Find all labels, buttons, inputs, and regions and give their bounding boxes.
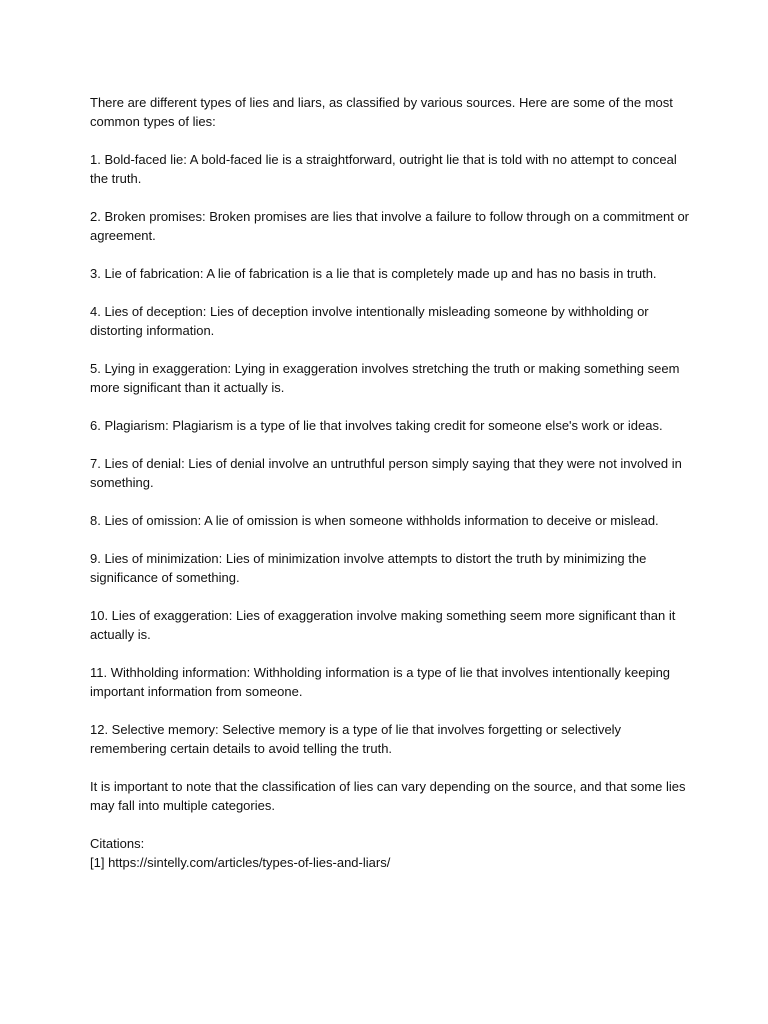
list-item: 2. Broken promises: Broken promises are lies that involve a failure to follow through on a commitment or agreement. xyxy=(90,209,689,243)
citation-link[interactable]: [1] https://sintelly.com/articles/types-of-lies-and-liars/ xyxy=(90,855,391,870)
list-item: 4. Lies of deception: Lies of deception involve intentionally misleading someone by withholding or distorting information. xyxy=(90,304,649,338)
document-body xyxy=(90,93,690,872)
list-item: 3. Lie of fabrication: A lie of fabrication is a lie that is completely made up and has no basis in truth. xyxy=(90,266,657,281)
list-item: 7. Lies of denial: Lies of denial involve an untruthful person simply saying that they were not involved in something. xyxy=(90,456,682,490)
intro-paragraph: There are different types of lies and liars, as classified by various sources. Here are some of the most common types of lies: xyxy=(90,95,673,129)
list-item: 1. Bold-faced lie: A bold-faced lie is a straightforward, outright lie that is told with no attempt to conceal the truth. xyxy=(90,152,677,186)
list-item: 12. Selective memory: Selective memory is a type of lie that involves forgetting or selectively remembering certain details to avoid telling the truth. xyxy=(90,722,622,756)
list-item: 5. Lying in exaggeration: Lying in exaggeration involves stretching the truth or making something seem more significant than it actually is. xyxy=(90,361,680,395)
conclusion-paragraph: It is important to note that the classification of lies can vary depending on the source, and that some lies may fall into multiple categories. xyxy=(90,779,686,813)
list-item: 11. Withholding information: Withholding information is a type of lie that involves intentionally keeping important information from someone. xyxy=(90,665,671,699)
list-item: 10. Lies of exaggeration: Lies of exaggeration involve making something seem more significant than it actually is. xyxy=(90,608,676,642)
list-item: 6. Plagiarism: Plagiarism is a type of lie that involves taking credit for someone else's work or ideas. xyxy=(90,418,663,433)
citations-heading: Citations: xyxy=(90,836,145,851)
list-item: 8. Lies of omission: A lie of omission is when someone withholds information to deceive or mislead. xyxy=(90,513,659,528)
list-item: 9. Lies of minimization: Lies of minimization involve attempts to distort the truth by minimizing the significance of something. xyxy=(90,551,647,585)
